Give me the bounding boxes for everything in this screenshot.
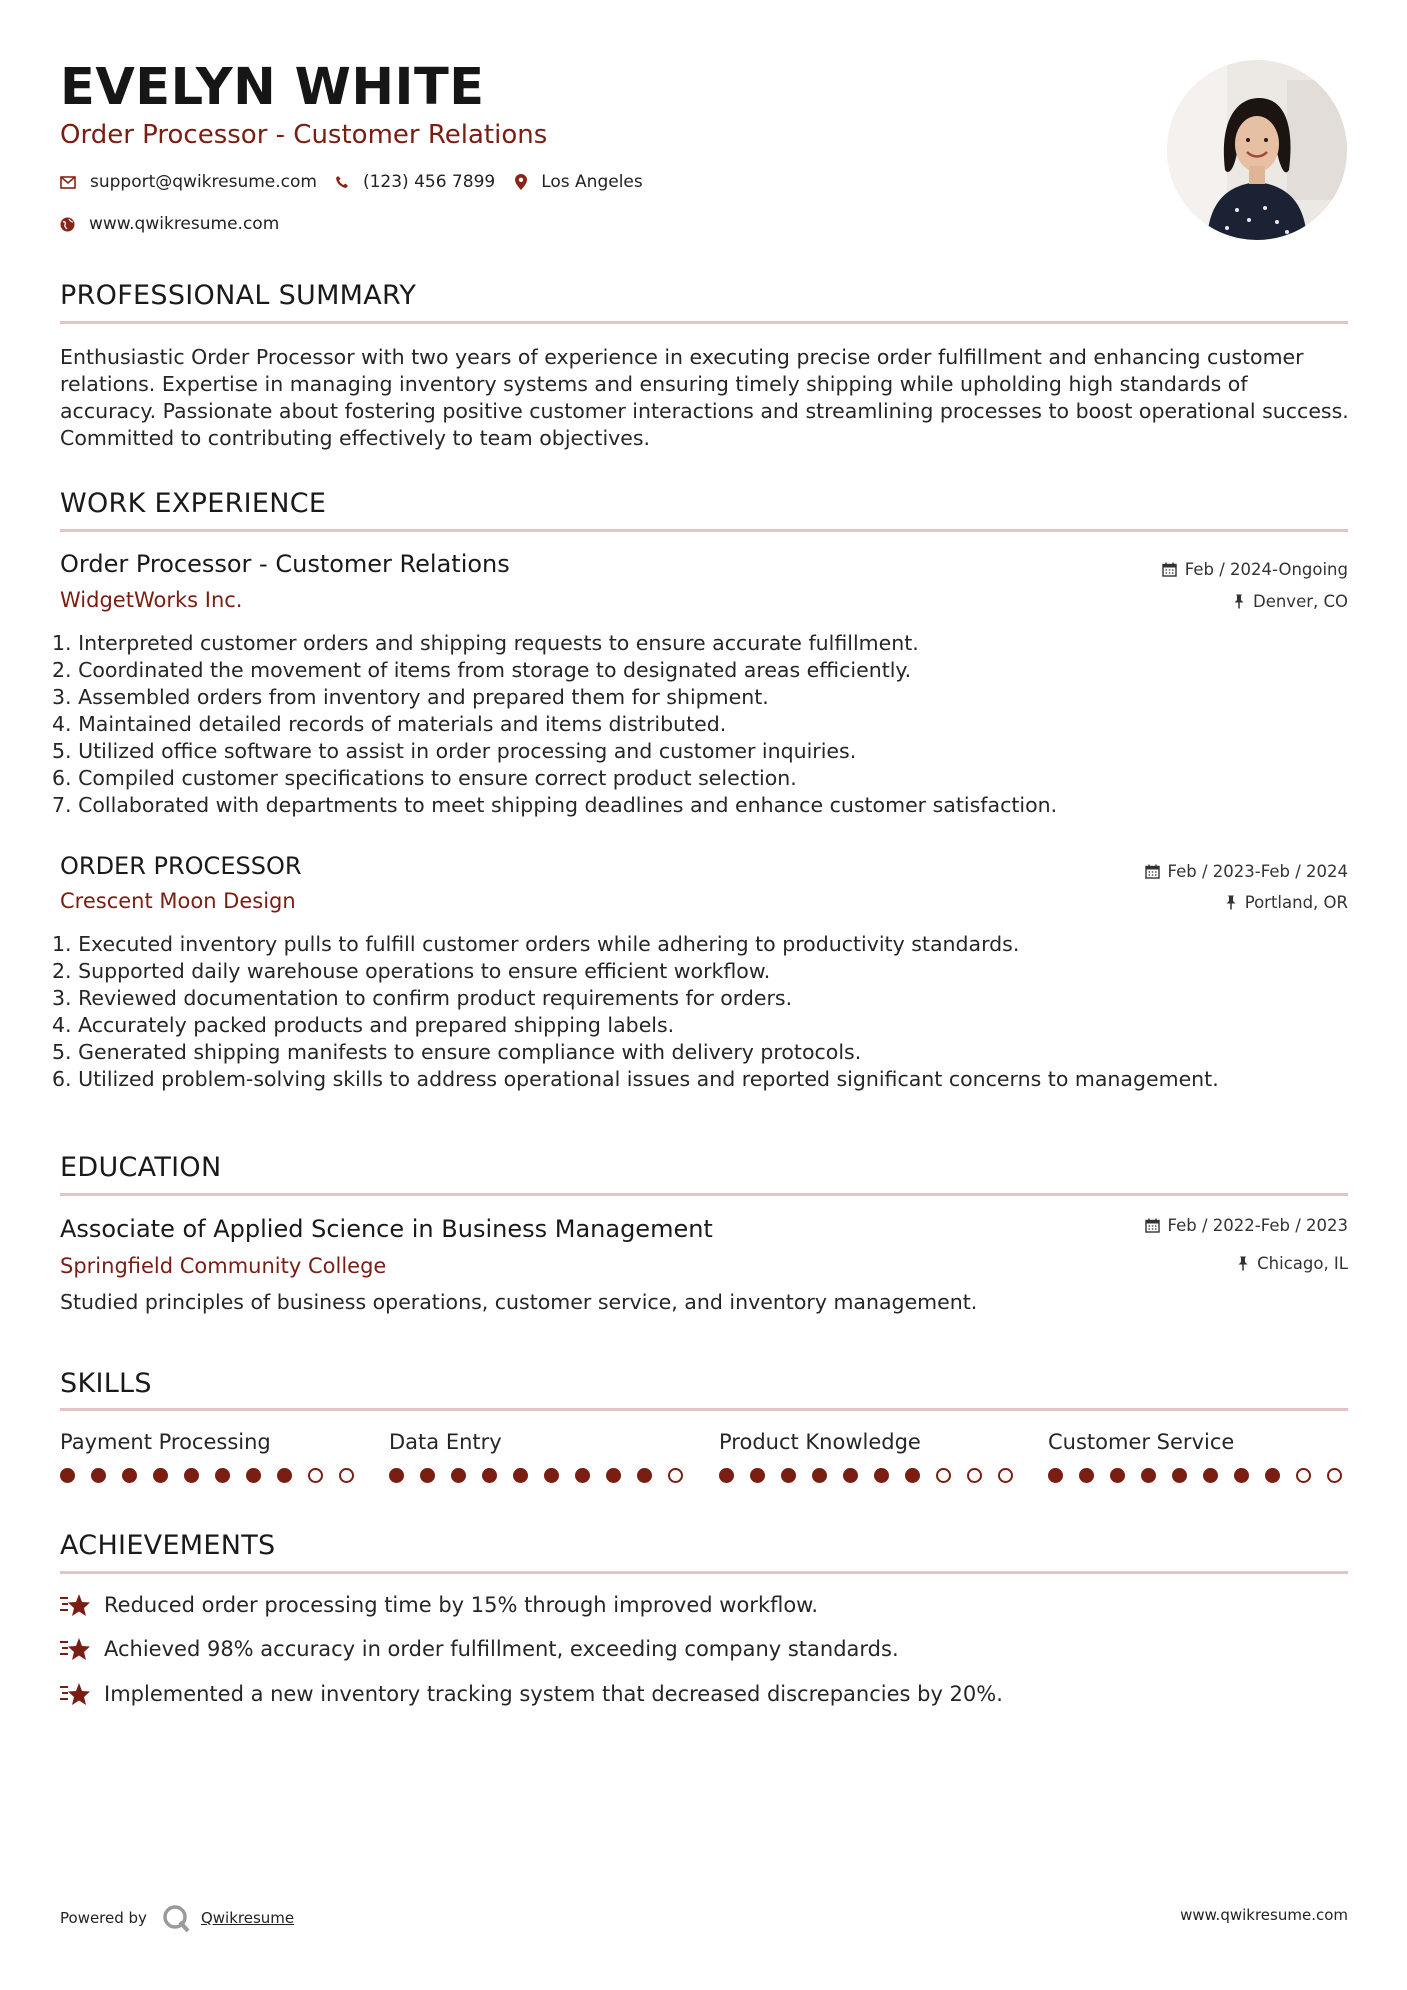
location-text: Los Angeles xyxy=(541,172,643,192)
powered-by-text: Powered by xyxy=(60,1909,147,1927)
phone-icon xyxy=(335,175,349,189)
list-item: 6. Utilized problem-solving skills to address operational issues and reported significant concerns to management. xyxy=(52,1067,1219,1091)
envelope-icon xyxy=(60,176,76,189)
list-item: 5. Utilized office software to assist in order processing and customer inquiries. xyxy=(52,739,857,763)
list-item: 4. Accurately packed products and prepared shipping labels. xyxy=(52,1013,675,1037)
skill-label: Payment Processing xyxy=(60,1430,271,1454)
phone-text[interactable]: (123) 456 7899 xyxy=(362,172,496,192)
email-text[interactable]: support@qwikresume.com xyxy=(90,172,317,192)
achievement-text: Achieved 98% accuracy in order fulfillment, exceeding company standards. xyxy=(104,1637,899,1661)
rating-dot-filled xyxy=(420,1468,435,1483)
list-item: 3. Assembled orders from inventory and prepared them for shipment. xyxy=(52,685,769,709)
pushpin-icon xyxy=(1225,895,1237,910)
rating-dot-filled xyxy=(1203,1468,1218,1483)
skill-item xyxy=(60,1430,370,1483)
rating-dot-filled xyxy=(246,1468,261,1483)
achievement-text: Implemented a new inventory tracking system that decreased discrepancies by 20%. xyxy=(104,1682,1003,1706)
summary-divider xyxy=(60,321,1348,324)
job-dates xyxy=(1162,560,1348,579)
job-dates-text: Feb / 2024-Ongoing xyxy=(1184,560,1348,579)
skill-label: Customer Service xyxy=(1048,1430,1235,1454)
rating-dot-empty xyxy=(1327,1468,1342,1483)
education-description: Studied principles of business operations, customer service, and inventory management. xyxy=(60,1290,978,1314)
degree-title: Associate of Applied Science in Business Management xyxy=(60,1215,713,1243)
rating-dot-filled xyxy=(905,1468,920,1483)
job-bullets xyxy=(52,931,1219,1093)
list-item: 7. Collaborated with departments to meet shipping deadlines and enhance customer satisfaction. xyxy=(52,793,1058,817)
footer-powered-by xyxy=(60,1903,294,1933)
rating-dot-filled xyxy=(606,1468,621,1483)
rating-dot-filled xyxy=(812,1468,827,1483)
education-location-text: Chicago, IL xyxy=(1257,1254,1348,1273)
pushpin-icon xyxy=(1233,594,1245,609)
list-item: 6. Compiled customer specifications to ensure correct product selection. xyxy=(52,766,797,790)
job-bullets xyxy=(52,630,1057,819)
achievements-heading: ACHIEVEMENTS xyxy=(60,1530,276,1561)
map-pin-icon xyxy=(515,174,527,190)
rating-dot-filled xyxy=(1172,1468,1187,1483)
candidate-name: EVELYN WHITE xyxy=(60,58,485,117)
skill-label: Product Knowledge xyxy=(719,1430,921,1454)
rating-dot-empty xyxy=(668,1468,683,1483)
rating-dot-filled xyxy=(781,1468,796,1483)
job-company: WidgetWorks Inc. xyxy=(60,588,243,612)
job-location xyxy=(1233,592,1348,611)
skill-item xyxy=(1048,1430,1358,1483)
rating-dot-empty xyxy=(967,1468,982,1483)
achievement-item xyxy=(60,1636,899,1662)
rating-dot-empty xyxy=(308,1468,323,1483)
rating-dot-filled xyxy=(277,1468,292,1483)
list-item: 5. Generated shipping manifests to ensure compliance with delivery protocols. xyxy=(52,1040,862,1064)
education-location xyxy=(1237,1254,1348,1273)
rating-dot-filled xyxy=(575,1468,590,1483)
school-name: Springfield Community College xyxy=(60,1254,387,1278)
education-heading: EDUCATION xyxy=(60,1152,222,1183)
rating-dot-empty xyxy=(339,1468,354,1483)
skills-heading: SKILLS xyxy=(60,1368,152,1399)
footer-website[interactable]: www.qwikresume.com xyxy=(1180,1906,1348,1924)
education-divider xyxy=(60,1193,1348,1196)
rating-dot-filled xyxy=(153,1468,168,1483)
list-item: 3. Reviewed documentation to confirm product requirements for orders. xyxy=(52,986,793,1010)
rating-dot-filled xyxy=(750,1468,765,1483)
contact-row xyxy=(60,172,643,192)
candidate-role: Order Processor - Customer Relations xyxy=(60,120,548,150)
experience-divider xyxy=(60,529,1348,532)
rating-dot-filled xyxy=(1079,1468,1094,1483)
rating-dot-empty xyxy=(1296,1468,1311,1483)
rating-dot-empty xyxy=(936,1468,951,1483)
job-dates xyxy=(1145,862,1348,881)
rating-dot-filled xyxy=(843,1468,858,1483)
qwikresume-logo-icon xyxy=(161,1903,191,1933)
job-title: ORDER PROCESSOR xyxy=(60,852,302,880)
achievement-item xyxy=(60,1681,1003,1707)
list-item: 1. Executed inventory pulls to fulfill customer orders while adhering to productivity standards. xyxy=(52,932,1020,956)
experience-heading: WORK EXPERIENCE xyxy=(60,488,327,519)
job-location-text: Portland, OR xyxy=(1244,893,1348,912)
skill-label: Data Entry xyxy=(389,1430,502,1454)
rating-dot-filled xyxy=(719,1468,734,1483)
skill-item xyxy=(389,1430,699,1483)
education-dates xyxy=(1145,1216,1348,1235)
job-location xyxy=(1225,893,1348,912)
rating-dot-filled xyxy=(874,1468,889,1483)
star-badge-icon xyxy=(60,1592,92,1618)
qwikresume-link[interactable]: Qwikresume xyxy=(200,1909,295,1927)
rating-dot-filled xyxy=(1265,1468,1280,1483)
rating-dot-filled xyxy=(389,1468,404,1483)
website-row xyxy=(60,214,279,234)
calendar-icon xyxy=(1145,1218,1160,1233)
list-item: 2. Coordinated the movement of items from storage to designated areas efficiently. xyxy=(52,658,912,682)
skill-rating xyxy=(389,1468,699,1483)
star-badge-icon xyxy=(60,1681,92,1707)
list-item: 4. Maintained detailed records of materials and items distributed. xyxy=(52,712,727,736)
achievement-item xyxy=(60,1592,818,1618)
profile-photo xyxy=(1167,60,1347,240)
calendar-icon xyxy=(1145,864,1160,879)
list-item: 2. Supported daily warehouse operations to ensure efficient workflow. xyxy=(52,959,771,983)
rating-dot-filled xyxy=(513,1468,528,1483)
skill-rating xyxy=(1048,1468,1358,1483)
rating-dot-filled xyxy=(122,1468,137,1483)
rating-dot-filled xyxy=(544,1468,559,1483)
rating-dot-filled xyxy=(91,1468,106,1483)
skill-rating xyxy=(719,1468,1029,1483)
summary-text: Enthusiastic Order Processor with two years of experience in executing precise order fulfillment and enhancing customer relations. Expertise in managing inventory systems and ensuring timely shipping while upholding high standards of accuracy. Passionate about fostering positive customer interactions and streamlining processes to boost operational success. Committed to contributing effectively to team objectives. xyxy=(60,345,1349,450)
star-badge-icon xyxy=(60,1636,92,1662)
website-text[interactable]: www.qwikresume.com xyxy=(89,214,280,234)
rating-dot-empty xyxy=(998,1468,1013,1483)
achievements-divider xyxy=(60,1571,1348,1574)
rating-dot-filled xyxy=(60,1468,75,1483)
rating-dot-filled xyxy=(1048,1468,1063,1483)
rating-dot-filled xyxy=(1234,1468,1249,1483)
skill-rating xyxy=(60,1468,370,1483)
rating-dot-filled xyxy=(1110,1468,1125,1483)
job-location-text: Denver, CO xyxy=(1252,592,1348,611)
skills-divider xyxy=(60,1408,1348,1411)
job-dates-text: Feb / 2023-Feb / 2024 xyxy=(1167,862,1348,881)
rating-dot-filled xyxy=(184,1468,199,1483)
achievement-text: Reduced order processing time by 15% through improved workflow. xyxy=(104,1593,819,1617)
list-item: 1. Interpreted customer orders and shipping requests to ensure accurate fulfillment. xyxy=(52,631,919,655)
rating-dot-filled xyxy=(637,1468,652,1483)
rating-dot-filled xyxy=(1141,1468,1156,1483)
globe-icon xyxy=(60,217,75,232)
education-dates-text: Feb / 2022-Feb / 2023 xyxy=(1167,1216,1348,1235)
skill-item xyxy=(719,1430,1029,1483)
rating-dot-filled xyxy=(482,1468,497,1483)
rating-dot-filled xyxy=(451,1468,466,1483)
summary-heading: PROFESSIONAL SUMMARY xyxy=(60,280,417,311)
rating-dot-filled xyxy=(215,1468,230,1483)
calendar-icon xyxy=(1162,562,1177,577)
job-title: Order Processor - Customer Relations xyxy=(60,550,510,578)
job-company: Crescent Moon Design xyxy=(60,889,296,913)
pushpin-icon xyxy=(1237,1256,1249,1271)
